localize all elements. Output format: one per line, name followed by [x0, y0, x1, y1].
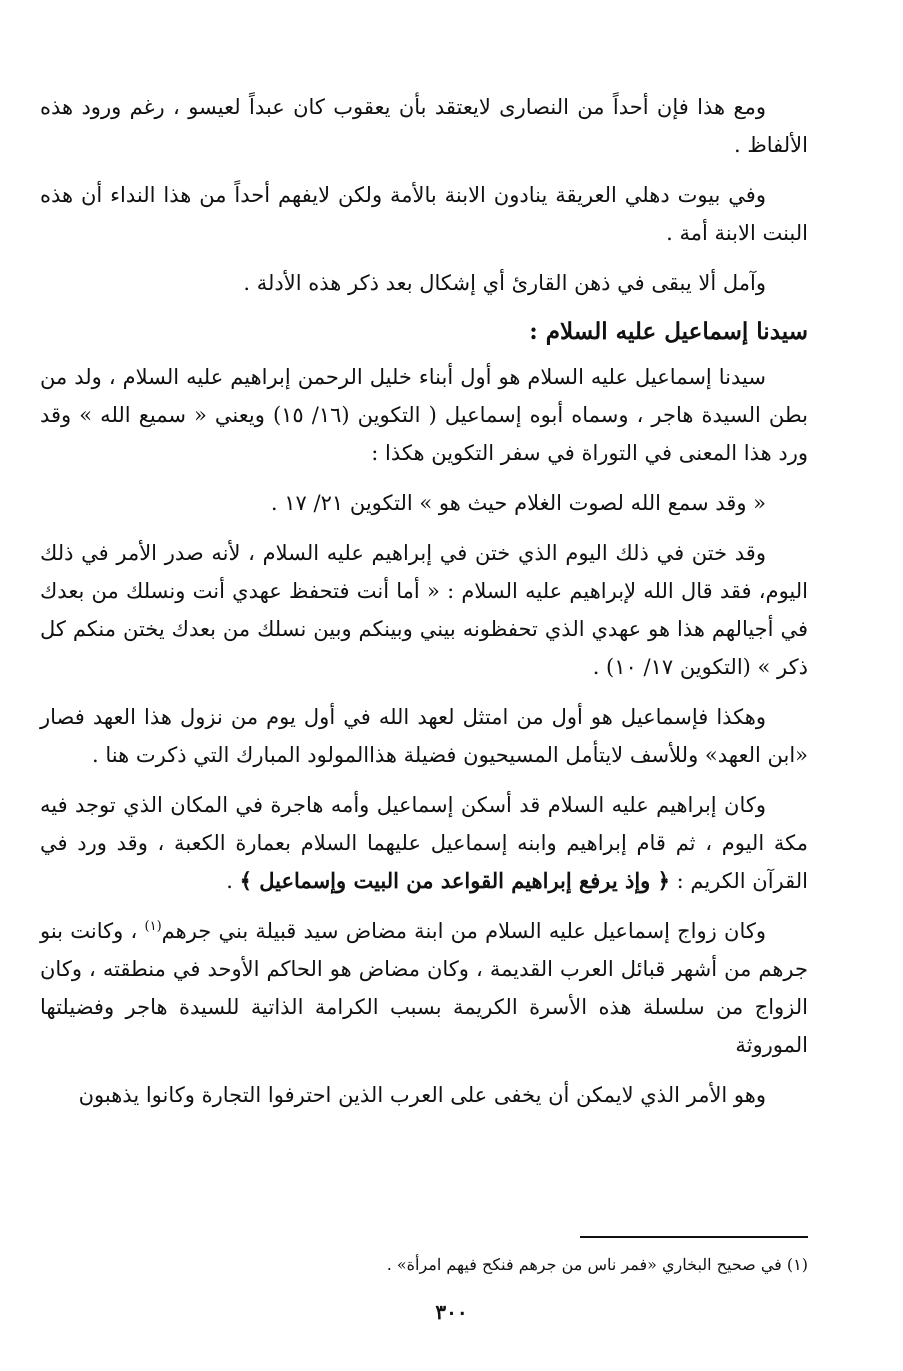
paragraph-8	[40, 912, 808, 1064]
paragraph-5: وقد ختن في ذلك اليوم الذي ختن في إبراهيم عليه السلام ، لأنه صدر الأمر في ذلك اليوم، فقد قال الله لإبراهيم عليه السلام : « أما أنت فتحفظ عهدي أنت ونسلك من بعدك في أجيالهم هذا هو عهدي الذي تحفظونه بيني وبينكم وبين نسلك من بعدك يختن منكم كل ذكر » (التكوين ١٧/ ١٠) .	[40, 541, 808, 679]
paragraph-7	[40, 786, 808, 900]
footnote-divider	[580, 1236, 808, 1238]
paragraph-6: وهكذا فإسماعيل هو أول من امتثل لعهد الله في أول يوم من نزول هذا العهد فصار «ابن العهد» وللأسف لايتأمل المسيحيون فضيلة هذاالمولود المبارك التي ذكرت هنا .	[40, 705, 808, 767]
paragraph-7-end: .	[226, 869, 233, 893]
paragraph-4: سيدنا إسماعيل عليه السلام هو أول أبناء خليل الرحمن إبراهيم عليه السلام ، ولد من بطن السيدة هاجر ، وسماه أبوه إسماعيل ( التكوين (١٦/ ١٥) ويعني « سميع الله » وقد ورد هذا المعنى في التوراة في سفر التكوين هكذا :	[40, 365, 808, 465]
paragraph-1: ومع هذا فإن أحداً من النصارى لايعتقد بأن يعقوب كان عبداً لعيسو ، رغم ورود هذه الألفاظ .	[40, 95, 808, 157]
footnote: (١) في صحيح البخاري «فمر ناس من جرهم فنكح فيهم امرأة» .	[386, 1255, 808, 1274]
paragraph-3: وآمل ألا يبقى في ذهن القارئ أي إشكال بعد ذكر هذه الأدلة .	[243, 271, 766, 295]
paragraph-8-text: وكان زواج إسماعيل عليه السلام من ابنة مضاض سيد قبيلة بني جرهم	[161, 919, 766, 943]
page-body	[40, 88, 808, 1114]
paragraph-2: وفي بيوت دهلي العريقة ينادون الابنة بالأمة ولكن لايفهم أحداً من هذا النداء أن هذه البنت الابنة أمة .	[40, 183, 808, 245]
quote-genesis: « وقد سمع الله لصوت الغلام حيث هو » التكوين ٢١/ ١٧ .	[270, 491, 766, 515]
paragraph-7-text: وكان إبراهيم عليه السلام قد أسكن إسماعيل وأمه هاجرة في المكان الذي توجد فيه مكة اليوم ، ثم قام إبراهيم وابنه إسماعيل عليهما السلام بعمارة الكعبة ، وقد ورد في القرآن الكريم :	[40, 793, 808, 893]
section-heading: سيدنا إسماعيل عليه السلام :	[529, 318, 808, 345]
quran-verse: ﴿ وإذ يرفع إبراهيم القواعد من البيت وإسماعيل ﴾	[239, 868, 670, 893]
page-number: ٣٠٠	[435, 1300, 468, 1324]
paragraph-8-rest: ، وكانت بنو جرهم من أشهر قبائل العرب القديمة ، وكان مضاض هو الحاكم الأوحد في منطقته ، وكان الزواج من سلسلة هذه الأسرة الكريمة بسبب الكرامة الذاتية للسيدة هاجر وفضيلتها الموروثة	[40, 919, 808, 1057]
footnote-reference: (١)	[144, 919, 162, 934]
paragraph-9: وهو الأمر الذي لايمكن أن يخفى على العرب الذين احترفوا التجارة وكانوا يذهبون	[78, 1083, 766, 1107]
